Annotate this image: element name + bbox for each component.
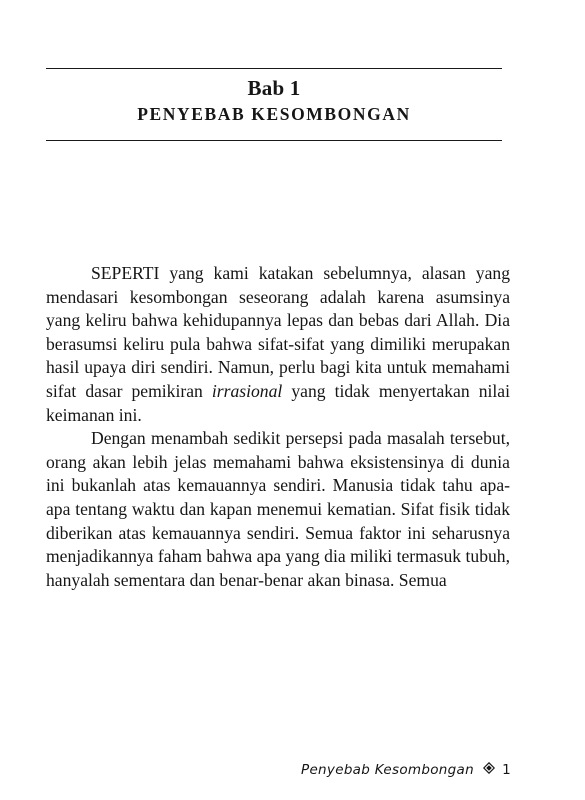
- running-title: Penyebab Kesombongan: [301, 762, 474, 778]
- body-text: [46, 262, 510, 592]
- paragraph-1-text: SEPERTI yang kami katakan sebelumnya, alasan yang mendasari kesombongan seseorang adalah karena asumsinya yang keliru bahwa kehidupannya lepas dan bebas dari Allah. Dia berasumsi keliru pula bahwa sifat-sifat yang dimiliki merupakan hasil upaya diri sendiri. Namun, perlu bagi kita untuk memahami sifat dasar pemikiran: [46, 263, 510, 401]
- top-rule: [46, 68, 502, 69]
- paragraph-1: [46, 262, 510, 427]
- page-number: 1: [502, 762, 511, 778]
- emphasis-irrasional: irrasional: [211, 380, 283, 401]
- paragraph-1-text-end: yang tidak menyertakan nilai keimanan ini.: [46, 380, 510, 425]
- diamond-ornament-icon: [483, 762, 495, 778]
- running-footer: [301, 762, 511, 778]
- chapter-number: Bab 1: [247, 76, 301, 100]
- bottom-rule: [46, 140, 502, 141]
- paragraph-2: Dengan menambah sedikit persepsi pada masalah tersebut, orang akan lebih jelas memahami bahwa eksistensinya di dunia ini bukanlah atas kemauannya sendiri. Manusia tidak tahu apa-apa tentang waktu dan kapan menemui kematian. Sifat fisik tidak diberikan atas kemauannya sendiri. Semua faktor ini seharusnya menjadikannya faham bahwa apa yang dia miliki termasuk tubuh, hanyalah sementara dan benar-benar akan binasa. Semua: [46, 428, 510, 590]
- chapter-title: PENYEBAB KESOMBONGAN: [137, 104, 411, 124]
